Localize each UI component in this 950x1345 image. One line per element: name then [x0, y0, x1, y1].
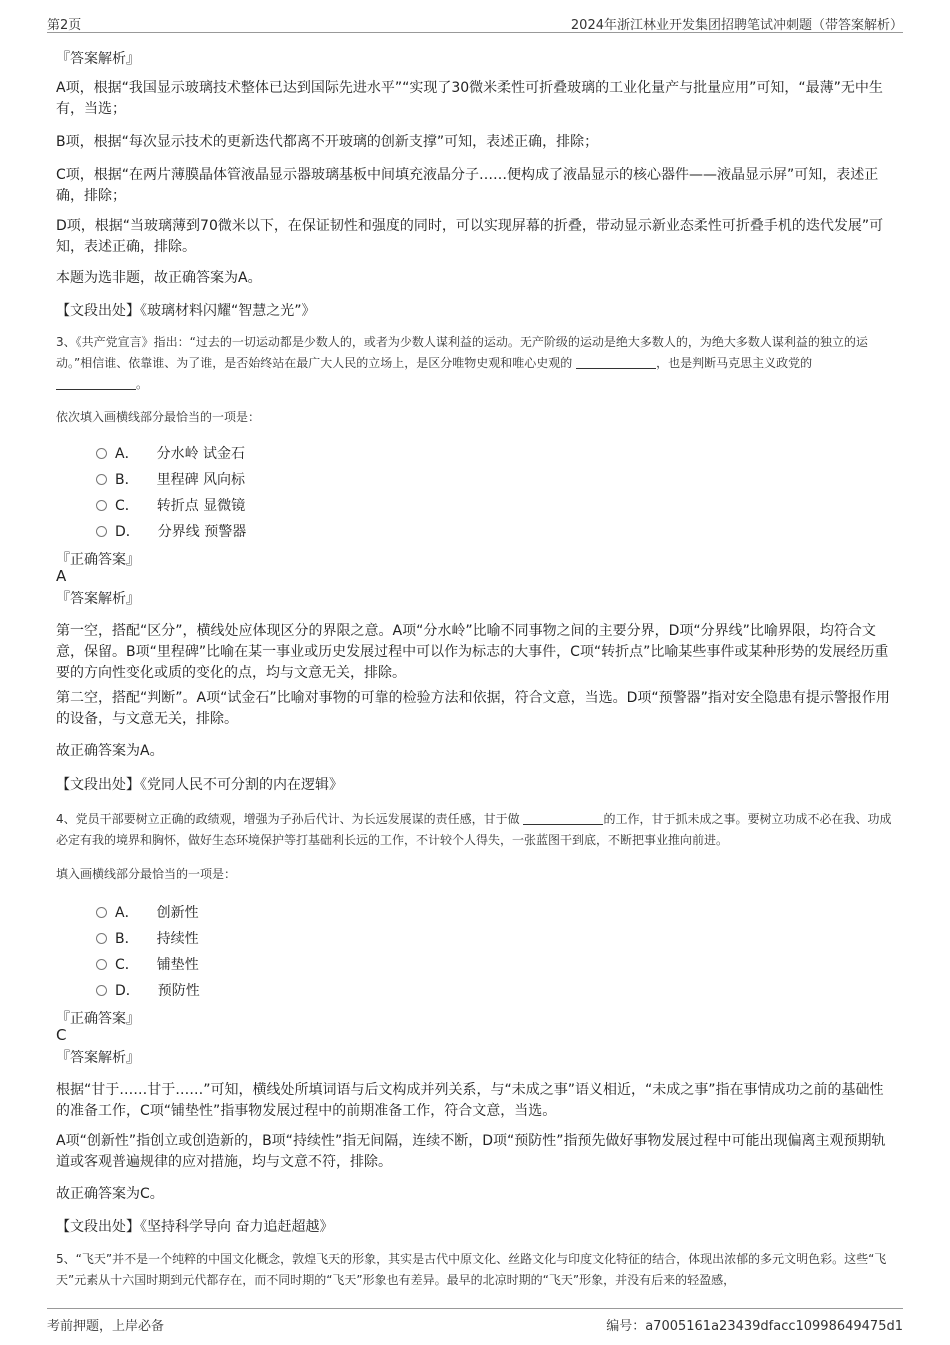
q3-option-b[interactable]: B． 里程碑 风向标 — [96, 469, 245, 489]
q4-stem: 4、党员干部要树立正确的政绩观，增强为子孙后代计、为长远发展谋的责任感，甘于做 的工作，甘于抓未成之事。要树立功成不必在我、功成必定有我的境界和胸怀，做好生态环境保护等打基础利长远的工作，不计较个人得失，一张蓝图干到底，不断把事业推向前进。 — [56, 812, 892, 847]
q2-analysis-d: D项，根据“当玻璃薄到70微米以下，在保证韧性和强度的同时，可以实现屏幕的折叠，带动显示新业态柔性可折叠手机的迭代发展”可知，表述正确，排除。 — [56, 218, 884, 255]
blank-line — [576, 356, 656, 369]
document-id: 编号：a7005161a23439dfacc10998649475d1 — [606, 1319, 903, 1334]
q3-stem: 3、《共产党宣言》指出：“过去的一切运动都是少数人的，或者为少数人谋利益的运动。无产阶级的运动是绝大多数人的，为绝大多数人谋利益的独立的运动。”相信谁、依靠谁、为了谁，是否始终站在最广大人民的立场上，是区分唯物史观和唯心史观的 ，也是判断马克思主义政党的 。 — [56, 335, 868, 391]
q2-conclusion: 本题为选非题，故正确答案为A。 — [56, 270, 262, 286]
radio-button[interactable] — [96, 959, 107, 970]
q2-analysis-c: C项，根据“在两片薄膜晶体管液晶显示器玻璃基板中间填充液晶分子……便构成了液晶显示的核心器件——液晶显示屏”可知，表述正确，排除； — [56, 167, 879, 204]
q3-conclusion: 故正确答案为A。 — [56, 743, 164, 759]
radio-button[interactable] — [96, 907, 107, 918]
q4-source: 【文段出处】《坚持科学导向 奋力追赶超越》 — [56, 1219, 334, 1235]
q4-option-c[interactable]: C． 铺垫性 — [96, 954, 199, 974]
q4-conclusion: 故正确答案为C。 — [56, 1186, 164, 1202]
q4-instruction: 填入画横线部分最恰当的一项是： — [56, 867, 237, 881]
q3-option-c[interactable]: C． 转折点 显微镜 — [96, 495, 245, 515]
radio-button[interactable] — [96, 985, 107, 996]
q4-analysis-2: A项“创新性”指创立或创造新的，B项“持续性”指无间隔，连续不断，D项“预防性”指预先做好事物发展过程中可能出现偏离主观预期轨道或客观普遍规律的应对措施，均与文意不符，排除。 — [56, 1133, 886, 1170]
q3-instruction: 依次填入画横线部分最恰当的一项是： — [56, 410, 261, 424]
q2-analysis-a: A项，根据“我国显示玻璃技术整体已达到国际先进水平”“实现了30微米柔性可折叠玻璃的工业化量产与批量应用”可知，“最薄”无中生有，当选； — [56, 80, 883, 117]
correct-answer-label: 『正确答案』 — [56, 1011, 140, 1027]
q5-stem: 5、“飞天”并不是一个纯粹的中国文化概念，敦煌飞天的形象，其实是古代中原文化、丝路文化与印度文化特征的结合，体现出浓郁的多元文明色彩。这些“飞天”元素从十六国时期到元代都存在，而不同时期的“飞天”形象也有差异。最早的北凉时期的“飞天”形象，并没有后来的轻盈感， — [56, 1252, 887, 1287]
analysis-label: 『答案解析』 — [56, 591, 140, 607]
correct-answer-label: 『正确答案』 — [56, 552, 140, 568]
q4-answer: C — [56, 1026, 67, 1044]
page-header — [47, 12, 903, 33]
q4-option-b[interactable]: B． 持续性 — [96, 928, 199, 948]
page-number: 第2页 — [47, 18, 82, 33]
radio-button[interactable] — [96, 526, 107, 537]
footer-slogan: 考前押题，上岸必备 — [47, 1319, 165, 1334]
q4-option-a[interactable]: A． 创新性 — [96, 902, 199, 922]
q2-analysis-b: B项，根据“每次显示技术的更新迭代都离不开玻璃的创新支撑”可知，表述正确，排除； — [56, 134, 599, 150]
analysis-label: 『答案解析』 — [56, 1050, 140, 1066]
q3-option-d[interactable]: D． 分界线 预警器 — [96, 521, 246, 541]
radio-button[interactable] — [96, 448, 107, 459]
page-footer — [47, 1308, 903, 1334]
q4-analysis-1: 根据“甘于……甘于……”可知，横线处所填词语与后文构成并列关系，与“未成之事”语义相近，“未成之事”指在事情成功之前的基础性的准备工作，C项“铺垫性”指事物发展过程中的前期准备工作，符合文意，当选。 — [56, 1082, 884, 1119]
analysis-label: 『答案解析』 — [56, 51, 140, 67]
radio-button[interactable] — [96, 500, 107, 511]
radio-button[interactable] — [96, 933, 107, 944]
q2-source: 【文段出处】《玻璃材料闪耀“智慧之光”》 — [56, 303, 316, 319]
q3-analysis-2: 第二空，搭配“判断”。A项“试金石”比喻对事物的可靠的检验方法和依据，符合文意，当选。D项“预警器”指对安全隐患有提示警报作用的设备，与文意无关，排除。 — [56, 690, 890, 727]
blank-line — [523, 812, 603, 825]
q3-analysis-1: 第一空，搭配“区分”，横线处应体现区分的界限之意。A项“分水岭”比喻不同事物之间的主要分界，D项“分界线”比喻界限，均符合文意，保留。B项“里程碑”比喻在某一事业或历史发展过程中可以作为标志的大事件，C项“转折点”比喻某些事件或某种形势的发展经历重要的方向性变化或质的变化的点，均与文意无关，排除。 — [56, 623, 889, 681]
q3-source: 【文段出处】《党同人民不可分割的内在逻辑》 — [56, 777, 343, 793]
q4-option-d[interactable]: D． 预防性 — [96, 980, 200, 1000]
q3-option-a[interactable]: A． 分水岭 试金石 — [96, 443, 245, 463]
radio-button[interactable] — [96, 474, 107, 485]
blank-line — [56, 377, 136, 390]
document-title: 2024年浙江林业开发集团招聘笔试冲刺题（带答案解析） — [570, 18, 903, 33]
q3-answer: A — [56, 567, 67, 585]
